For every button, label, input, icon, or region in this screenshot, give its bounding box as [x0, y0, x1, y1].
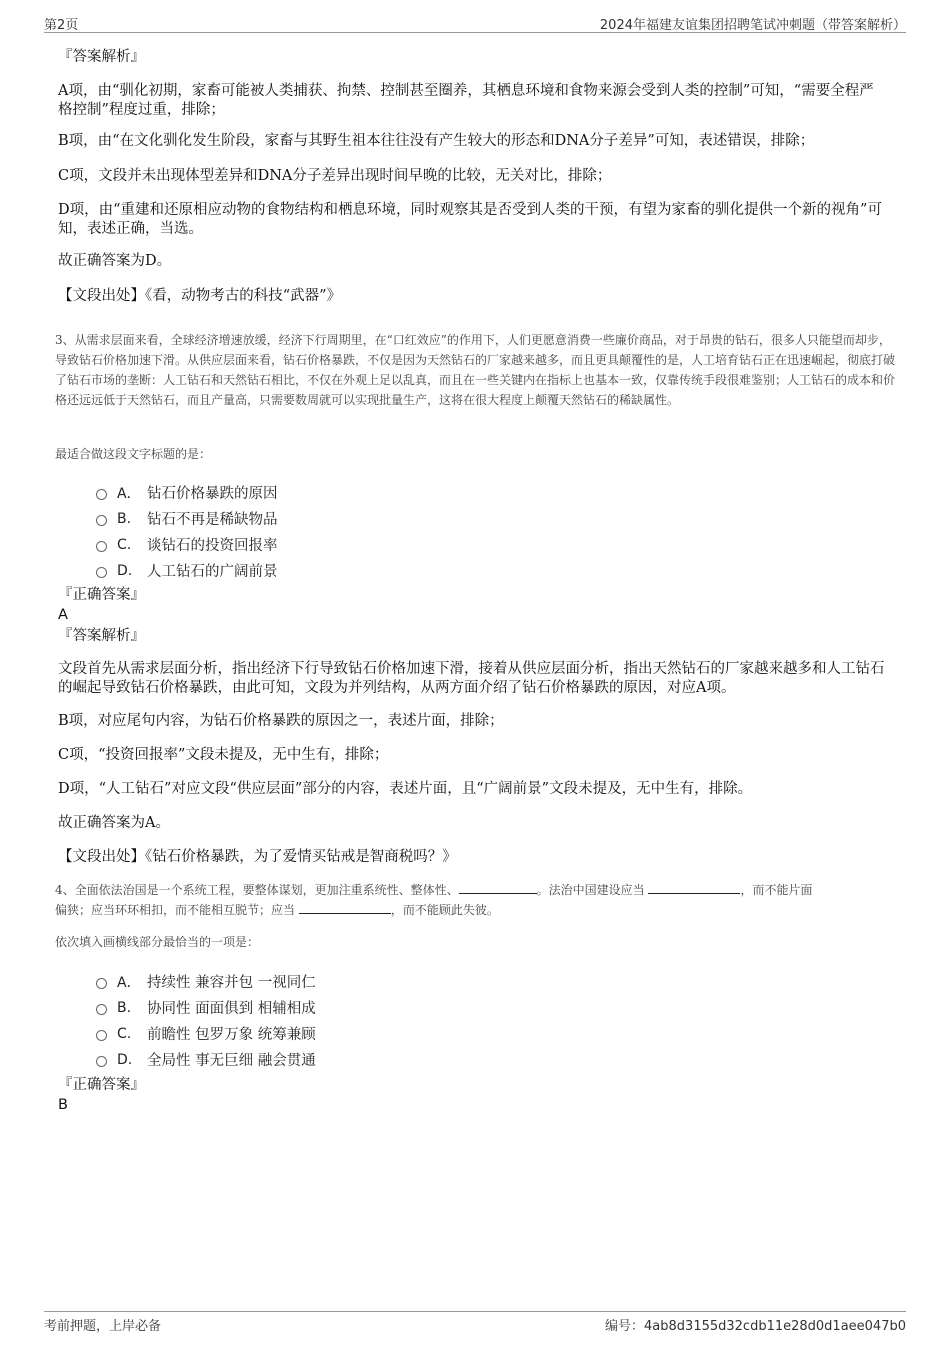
q3-option-b[interactable] — [96, 508, 278, 529]
option-key: B. — [117, 510, 132, 527]
correct-answer-label: 『正确答案』 — [58, 1077, 145, 1093]
fill-blank-3 — [299, 901, 391, 914]
passage-text: 4、全面依法治国是一个系统工程，要整体谋划，更加注重系统性、整体性、 — [55, 883, 459, 897]
option-key: B. — [117, 999, 132, 1016]
option-text: 人工钻石的广阔前景 — [147, 564, 278, 580]
q3-option-d[interactable] — [96, 560, 278, 581]
answer-analysis-label: 『答案解析』 — [58, 628, 145, 644]
correct-answer: B — [58, 1097, 68, 1113]
radio-icon[interactable] — [96, 1056, 107, 1067]
q4-option-c[interactable] — [96, 1023, 316, 1044]
radio-icon[interactable] — [96, 1030, 107, 1041]
source-citation: 【文段出处】《钻石价格暴跌，为了爱情买钻戒是智商税吗？》 — [58, 849, 457, 865]
radio-icon[interactable] — [96, 515, 107, 526]
option-key: D. — [117, 1051, 133, 1068]
page-header — [44, 14, 906, 33]
radio-icon[interactable] — [96, 567, 107, 578]
analysis-option-c: C项，“投资回报率”文段未提及，无中生有，排除； — [58, 747, 389, 763]
option-text: 前瞻性 包罗万象 统筹兼顾 — [147, 1027, 316, 1043]
analysis-option-d: D项，“人工钻石”对应文段“供应层面”部分的内容，表述片面，且“广阔前景”文段未提及，无中生有，排除。 — [58, 781, 753, 797]
correct-answer: A — [58, 607, 68, 623]
radio-icon[interactable] — [96, 541, 107, 552]
radio-icon[interactable] — [96, 1004, 107, 1015]
option-text: 全局性 事无巨细 融会贯通 — [147, 1053, 316, 1069]
passage-text: 偏狭；应当环环相扣，而不能相互脱节；应当 — [55, 903, 296, 917]
option-text: 持续性 兼容并包 一视同仁 — [147, 975, 316, 991]
option-key: A． — [117, 485, 141, 502]
q3-option-c[interactable] — [96, 534, 278, 555]
option-key: C. — [117, 1025, 132, 1042]
radio-icon[interactable] — [96, 978, 107, 989]
fill-blank-2 — [648, 881, 740, 894]
question-4-passage — [55, 880, 897, 920]
analysis-option-b: B项，由“在文化驯化发生阶段，家畜与其野生祖本往往没有产生较大的形态和DNA分子差异”可知，表述错误，排除； — [58, 133, 815, 149]
fill-blank-1 — [459, 881, 537, 894]
answer-analysis-label: 『答案解析』 — [58, 49, 145, 65]
option-text: 钻石价格暴跌的原因 — [147, 486, 278, 502]
passage-text: ，而不能顾此失彼。 — [390, 903, 499, 917]
option-key: A． — [117, 974, 141, 991]
option-key: D. — [117, 562, 133, 579]
correct-answer-label: 『正确答案』 — [58, 587, 145, 603]
option-text: 谈钻石的投资回报率 — [147, 538, 278, 554]
radio-icon[interactable] — [96, 489, 107, 500]
analysis-option-d: D项，由“重建和还原相应动物的食物结构和栖息环境，同时观察其是否受到人类的干预，有望为家畜的驯化提供一个新的视角”可知，表述正确，当选。 — [58, 202, 882, 237]
option-text: 协同性 面面俱到 相辅相成 — [147, 1001, 316, 1017]
analysis-option-b: B项，对应尾句内容，为钻石价格暴跌的原因之一，表述片面，排除； — [58, 713, 504, 729]
page-footer — [44, 1311, 906, 1335]
analysis-option-c: C项，文段并未出现体型差异和DNA分子差异出现时间早晚的比较，无关对比，排除； — [58, 168, 612, 184]
q3-option-a[interactable] — [96, 482, 278, 503]
source-citation: 【文段出处】《看，动物考古的科技“武器”》 — [58, 288, 342, 304]
passage-text: ，而不能片面 — [740, 883, 813, 897]
option-text: 钻石不再是稀缺物品 — [147, 512, 278, 528]
question-3-passage: 3、从需求层面来看，全球经济增速放缓，经济下行周期里，在“口红效应”的作用下，人们更愿意消费一些廉价商品，对于昂贵的钻石，很多人只能望而却步，导致钻石价格加速下滑。从供应层面来看，钻石价格暴跌，不仅是因为天然钻石的厂家越来越多，而且更具颠覆性的是，人工培育钻石正在迅速崛起，彻底打破了钻石市场的垄断：人工钻石和天然钻石相比，不仅在外观上足以乱真，而且在一些关键内在指标上也基本一致，仅靠传统手段很难鉴别；人工钻石的成本和价格还远远低于天然钻石，而且产量高，只需要数周就可以实现批量生产，这将在很大程度上颠覆天然钻石的稀缺属性。 — [55, 333, 896, 407]
conclusion: 故正确答案为A。 — [58, 815, 170, 831]
q4-option-b[interactable] — [96, 997, 316, 1018]
conclusion: 故正确答案为D。 — [58, 253, 172, 269]
question-4-prompt: 依次填入画横线部分最恰当的一项是： — [55, 935, 260, 949]
analysis-option-a: A项，由“驯化初期，家畜可能被人类捕获、拘禁、控制甚至圈养，其栖息环境和食物来源会受到人类的控制”可知，“需要全程严格控制”程度过重，排除； — [58, 83, 874, 118]
document-title: 2024年福建友谊集团招聘笔试冲刺题（带答案解析） — [599, 18, 906, 33]
q4-option-d[interactable] — [96, 1049, 316, 1070]
option-key: C. — [117, 536, 132, 553]
question-3-prompt: 最适合做这段文字标题的是： — [55, 447, 212, 461]
document-id: 编号：4ab8d3155d32cdb11e28d0d1aee047b0 — [605, 1319, 906, 1334]
page-number: 第2页 — [44, 18, 79, 33]
footer-slogan: 考前押题，上岸必备 — [44, 1319, 162, 1334]
q4-option-a[interactable] — [96, 971, 316, 992]
analysis-intro: 文段首先从需求层面分析，指出经济下行导致钻石价格加速下滑，接着从供应层面分析，指出天然钻石的厂家越来越多和人工钻石的崛起导致钻石价格暴跌，由此可知，文段为并列结构，从两方面介绍了钻石价格暴跌的原因，对应A项。 — [58, 661, 885, 696]
passage-text: 。法治中国建设应当 — [536, 883, 645, 897]
